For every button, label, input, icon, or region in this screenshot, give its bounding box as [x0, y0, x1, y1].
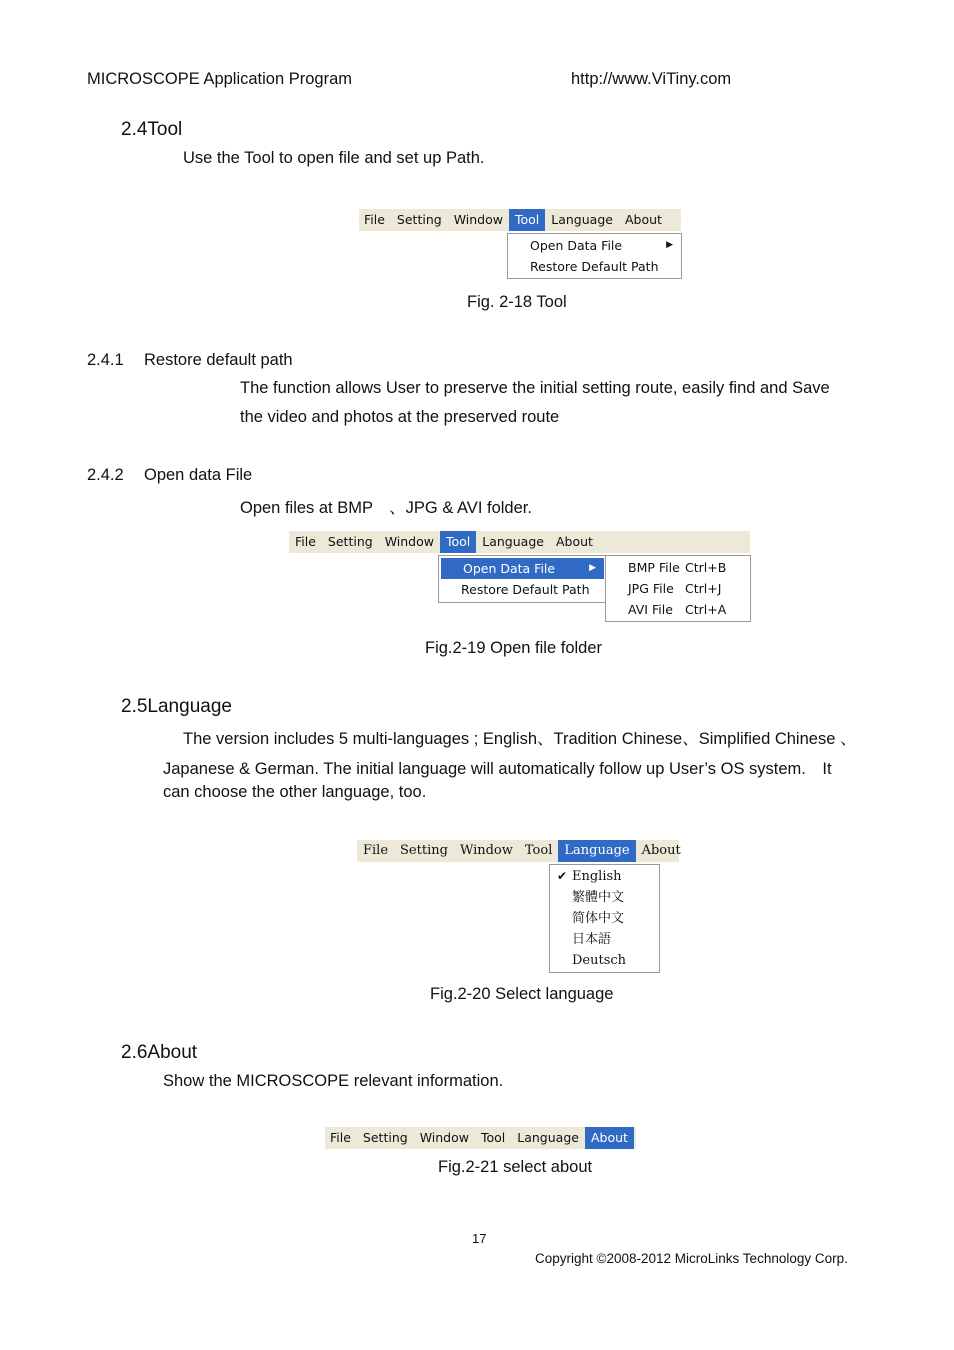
menu-item-restore-default-path[interactable] [439, 579, 606, 600]
language-label: 日本語 [572, 932, 612, 947]
menu-about[interactable]: About [641, 843, 681, 858]
menu-about[interactable]: About [624, 212, 662, 227]
subsection-number: 2.4.2 [87, 466, 124, 484]
menu-setting[interactable]: Setting [362, 1130, 408, 1145]
menu-language[interactable]: Language [558, 840, 635, 862]
menu-file[interactable]: File [295, 534, 316, 549]
menu-about[interactable]: About [585, 1127, 634, 1149]
menu-about[interactable]: About [555, 534, 593, 549]
header-title: MICROSCOPE Application Program [87, 70, 353, 88]
menu-tool[interactable]: Tool [509, 209, 545, 231]
submenu-arrow-icon: ▶ [666, 240, 673, 250]
language-label: 简体中文 [572, 911, 625, 926]
body-line: Japanese & German. The initial language will automatically follow up User’s OS system. It [163, 760, 832, 778]
language-dropdown [549, 864, 660, 973]
menu-language[interactable]: Language [517, 1130, 579, 1145]
submenu-item-avi[interactable] [606, 599, 750, 620]
menu-file[interactable]: File [363, 843, 389, 858]
section-description: Show the MICROSCOPE relevant information. [163, 1072, 504, 1090]
section-number: 2.4 [121, 119, 148, 140]
menu-tool[interactable]: Tool [480, 1130, 506, 1145]
menu-bar [325, 1127, 636, 1149]
subsection-title: Restore default path [144, 351, 293, 369]
section-title: About [147, 1042, 198, 1063]
menu-window[interactable]: Window [419, 1130, 469, 1145]
section-heading-about [121, 1042, 197, 1064]
menu-language[interactable]: Language [482, 534, 544, 549]
subsection-body: Open files at BMP 、JPG & AVI folder. [240, 499, 532, 517]
page-number: 17 [472, 1231, 487, 1246]
file-type-label: JPG File [628, 581, 674, 596]
header-url: http://www.ViTiny.com [571, 70, 732, 88]
body-line: The version includes 5 multi-languages ; English、Tradition Chinese、Simplified Chinese 、 [183, 730, 857, 748]
check-icon: ✔ [557, 869, 568, 883]
section-title: Language [147, 696, 232, 717]
shortcut-label: Ctrl+J [685, 581, 722, 596]
section-number: 2.6 [121, 1042, 148, 1063]
subsection-heading-open [87, 466, 253, 485]
subsection-number: 2.4.1 [87, 351, 124, 369]
menu-file[interactable]: File [330, 1130, 351, 1145]
language-label: 繁體中文 [572, 890, 625, 905]
figure-caption: Fig.2-19 Open file folder [425, 639, 603, 657]
figure-caption: Fig.2-20 Select language [430, 985, 614, 1003]
menu-window[interactable]: Window [453, 212, 503, 227]
tool-dropdown [438, 555, 607, 603]
submenu-item-bmp[interactable] [606, 557, 750, 578]
figure-caption: Fig.2-21 select about [438, 1158, 593, 1176]
body-line: can choose the other language, too. [163, 783, 427, 801]
file-type-label: AVI File [628, 602, 673, 617]
menu-item-open-data-file[interactable] [441, 558, 604, 579]
body-line: the video and photos at the preserved route [240, 408, 560, 426]
menu-item-restore-default-path[interactable] [508, 256, 681, 277]
menu-setting[interactable]: Setting [327, 534, 373, 549]
menu-item-label: Open Data File [530, 238, 623, 253]
language-label: Deutsch [572, 953, 627, 968]
language-label: English [572, 869, 622, 884]
subsection-heading-restore [87, 351, 293, 370]
menu-tool[interactable]: Tool [524, 843, 553, 858]
tool-dropdown [507, 233, 682, 279]
section-heading-language [121, 696, 232, 718]
file-type-label: BMP File [628, 560, 680, 575]
menu-setting[interactable]: Setting [396, 212, 442, 227]
menu-setting[interactable]: Setting [400, 843, 448, 858]
menu-tool[interactable]: Tool [440, 531, 476, 553]
menu-language[interactable]: Language [551, 212, 613, 227]
menu-bar [357, 840, 679, 862]
open-file-submenu [605, 555, 751, 622]
menu-bar [359, 209, 681, 231]
body-line: The function allows User to preserve the initial setting route, easily find and Save [240, 379, 830, 397]
submenu-arrow-icon: ▶ [589, 563, 596, 573]
menu-item-label: Restore Default Path [461, 582, 590, 597]
language-item-simplified-chinese[interactable] [550, 908, 659, 929]
language-item-english[interactable] [550, 866, 659, 887]
section-heading-tool [121, 119, 182, 141]
language-item-japanese[interactable] [550, 929, 659, 950]
section-description: Use the Tool to open file and set up Path. [183, 149, 485, 167]
shortcut-label: Ctrl+A [685, 602, 727, 617]
menu-window[interactable]: Window [384, 534, 434, 549]
menu-bar [289, 531, 750, 553]
shortcut-label: Ctrl+B [685, 560, 727, 575]
copyright: Copyright ©2008-2012 MicroLinks Technology Corp. [535, 1251, 848, 1266]
figure-caption: Fig. 2-18 Tool [467, 293, 567, 311]
subsection-title: Open data File [144, 466, 253, 484]
menu-item-open-data-file[interactable] [508, 235, 681, 256]
subsection-body [240, 374, 830, 432]
section-title: Tool [147, 119, 183, 140]
language-item-german[interactable] [550, 950, 659, 971]
submenu-item-jpg[interactable] [606, 578, 750, 599]
section-number: 2.5 [121, 696, 148, 717]
menu-file[interactable]: File [364, 212, 385, 227]
menu-item-label: Open Data File [463, 561, 556, 576]
menu-window[interactable]: Window [459, 843, 513, 858]
language-item-traditional-chinese[interactable] [550, 887, 659, 908]
menu-item-label: Restore Default Path [530, 259, 659, 274]
